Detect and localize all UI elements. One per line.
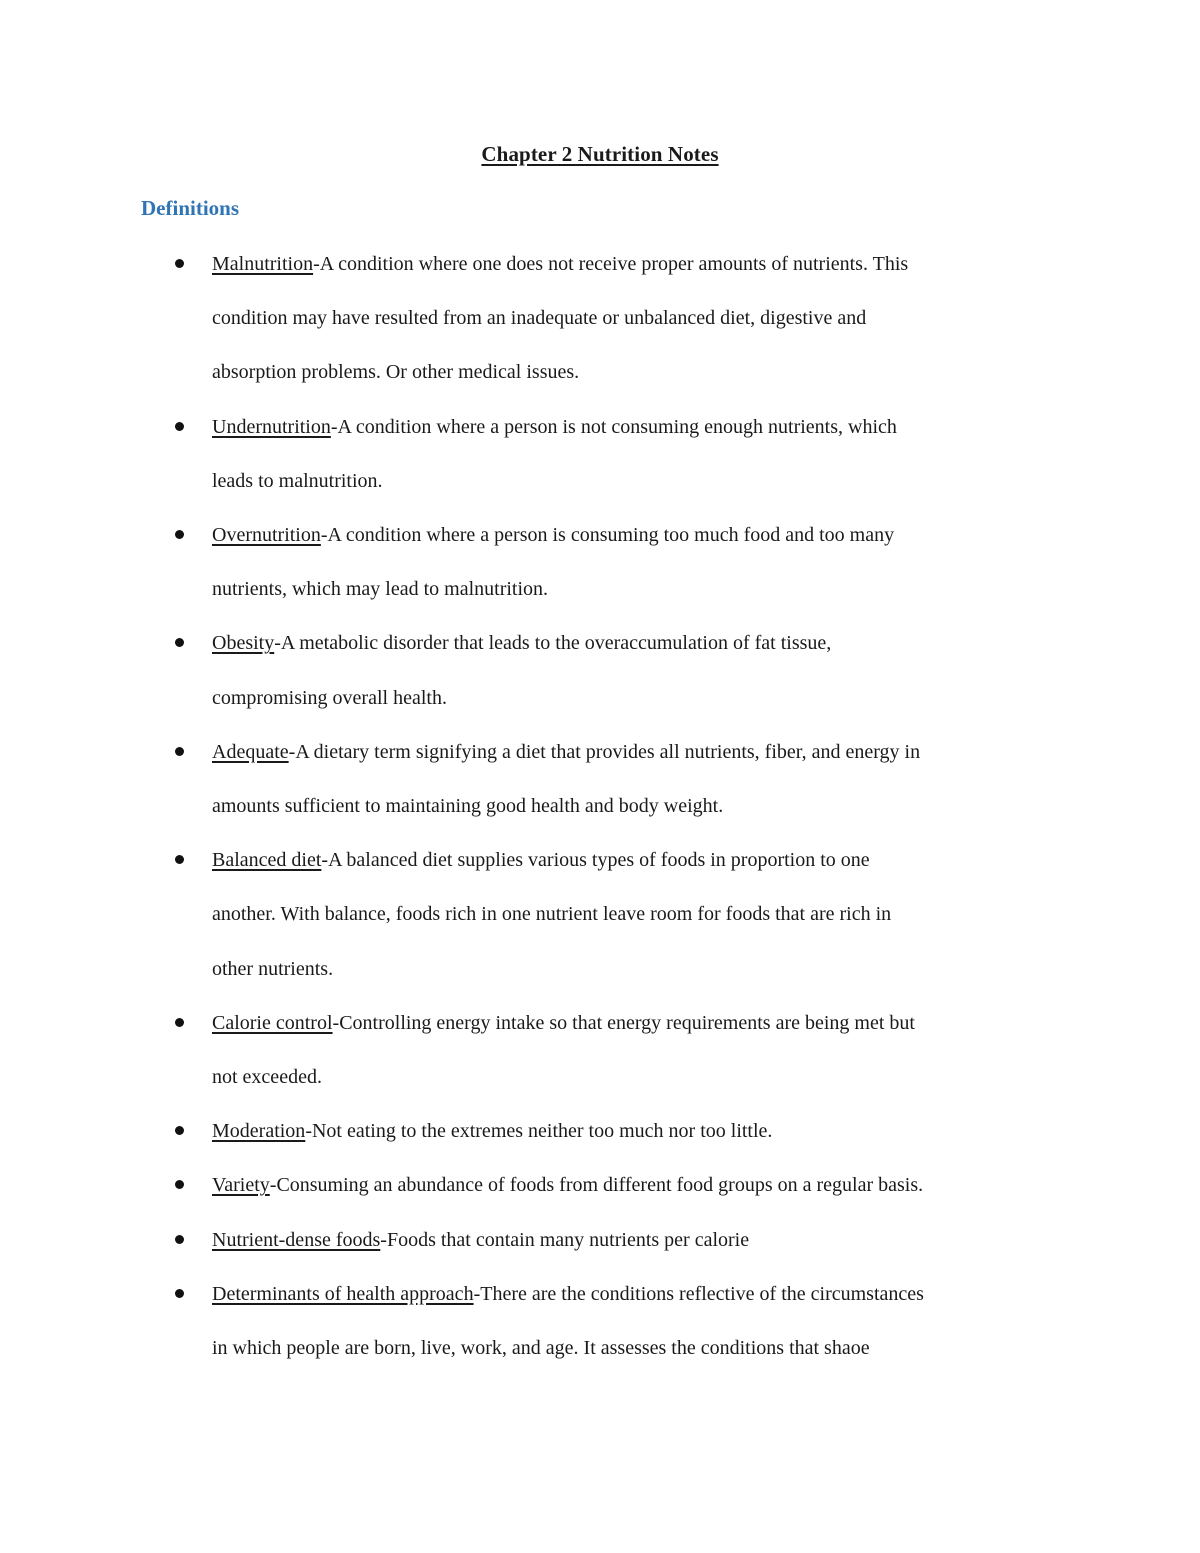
definition-text (212, 725, 1072, 833)
definition-line (212, 1050, 1072, 1104)
definition-line-text: A condition where a person is not consuming enough nutrients, which (337, 415, 897, 438)
definition-line (212, 1213, 1072, 1267)
definition-line-text: another. With balance, foods rich in one nutrient leave room for foods that are rich in (212, 903, 892, 926)
definition-line (212, 779, 1072, 833)
definition-line-text: A metabolic disorder that leads to the overaccumulation of fat tissue, (280, 632, 832, 655)
definition-line-text: absorption problems. Or other medical issues. (212, 361, 580, 384)
definition-term: Adequate (212, 740, 289, 763)
definition-term: Variety (212, 1174, 270, 1197)
definition-line-text: nutrients, which may lead to malnutrition. (212, 578, 549, 601)
definition-line (212, 345, 1072, 399)
document-title: Chapter 2 Nutrition Notes (481, 142, 719, 166)
definition-line-text: Not eating to the extremes neither too much nor too little. (311, 1120, 773, 1143)
definition-line-text: A dietary term signifying a diet that provides all nutrients, fiber, and energy in (295, 740, 921, 763)
definition-line-text: A condition where a person is consuming too much food and too many (327, 524, 895, 546)
definition-line (212, 616, 1072, 670)
bullet-icon (175, 638, 184, 647)
definition-text (212, 833, 1072, 996)
definition-separator: - (320, 524, 328, 546)
bullet-icon (175, 1235, 184, 1244)
bullet-icon (175, 530, 184, 539)
definition-term: Determinants of health approach (212, 1282, 474, 1305)
definition-line-text: compromising overall health. (212, 686, 447, 709)
definition-separator: - (321, 849, 329, 872)
definition-line-text: not exceeded. (212, 1066, 322, 1088)
definition-line-text: There are the conditions reflective of the circumstances (480, 1282, 924, 1305)
definition-term: Balanced diet (212, 849, 322, 872)
definition-line-text: A balanced diet supplies various types of foods in proportion to one (328, 849, 870, 872)
definition-line (212, 237, 1072, 291)
definition-line (212, 562, 1072, 616)
definition-term: Moderation (212, 1120, 306, 1143)
bullet-icon (175, 747, 184, 756)
definition-separator: - (269, 1174, 277, 1197)
definition-line (212, 725, 1072, 779)
definition-text (212, 1104, 1072, 1158)
definition-line-text: Controlling energy intake so that energy requirements are being met but (339, 1011, 915, 1034)
definition-text (212, 1213, 1072, 1267)
bullet-icon (175, 259, 184, 268)
definition-line (212, 996, 1072, 1050)
definition-text (212, 400, 1072, 508)
definition-line-text: Foods that contain many nutrients per calorie (386, 1228, 750, 1251)
definition-line (212, 833, 1072, 887)
definition-text (212, 1267, 1072, 1375)
definition-line-text: Consuming an abundance of foods from different food groups on a regular basis. (276, 1174, 924, 1197)
bullet-icon (175, 1018, 184, 1027)
bullet-icon (175, 855, 184, 864)
definition-line-text: other nutrients. (212, 957, 334, 980)
section-heading-definitions: Definitions (141, 196, 240, 220)
definition-separator: - (305, 1120, 312, 1143)
definition-line-text: condition may have resulted from an inadequate or unbalanced diet, digestive and (212, 307, 867, 330)
definition-term: Undernutrition (212, 415, 331, 438)
bullet-icon (175, 1289, 184, 1298)
definition-separator: - (288, 740, 296, 763)
definition-line (212, 291, 1072, 345)
definition-separator: - (274, 632, 281, 655)
definition-separator: - (380, 1228, 387, 1251)
definition-text (212, 237, 1072, 400)
definition-text (212, 996, 1072, 1104)
definition-line-text: A condition where one does not receive proper amounts of nutrients. This (319, 253, 909, 275)
definition-line (212, 1267, 1072, 1321)
definition-term: Calorie control (212, 1011, 333, 1034)
definition-separator: - (330, 415, 338, 438)
bullet-icon (175, 422, 184, 431)
definition-term: Nutrient-dense foods (212, 1228, 381, 1251)
definition-line (212, 1321, 1072, 1375)
definition-term: Malnutrition (212, 253, 314, 275)
definition-line (212, 508, 1072, 562)
definition-separator: - (473, 1282, 481, 1305)
definition-text (212, 1158, 1072, 1212)
bullet-icon (175, 1180, 184, 1189)
definition-line (212, 1104, 1072, 1158)
bullet-icon (175, 1126, 184, 1135)
definition-term: Overnutrition (212, 524, 321, 546)
definition-line (212, 942, 1072, 996)
definition-line-text: amounts sufficient to maintaining good health and body weight. (212, 795, 724, 817)
definition-term: Obesity (212, 632, 275, 655)
definition-line (212, 454, 1072, 508)
definition-line (212, 1158, 1072, 1212)
definition-line-text: leads to malnutrition. (212, 469, 383, 492)
definition-text (212, 616, 1072, 724)
definition-separator: - (313, 253, 320, 275)
definition-line (212, 400, 1072, 454)
definition-line-text: in which people are born, live, work, and age. It assesses the conditions that shaoe (212, 1337, 870, 1359)
definition-line (212, 887, 1072, 941)
definition-line (212, 671, 1072, 725)
definition-separator: - (332, 1011, 340, 1034)
definition-text (212, 508, 1072, 616)
